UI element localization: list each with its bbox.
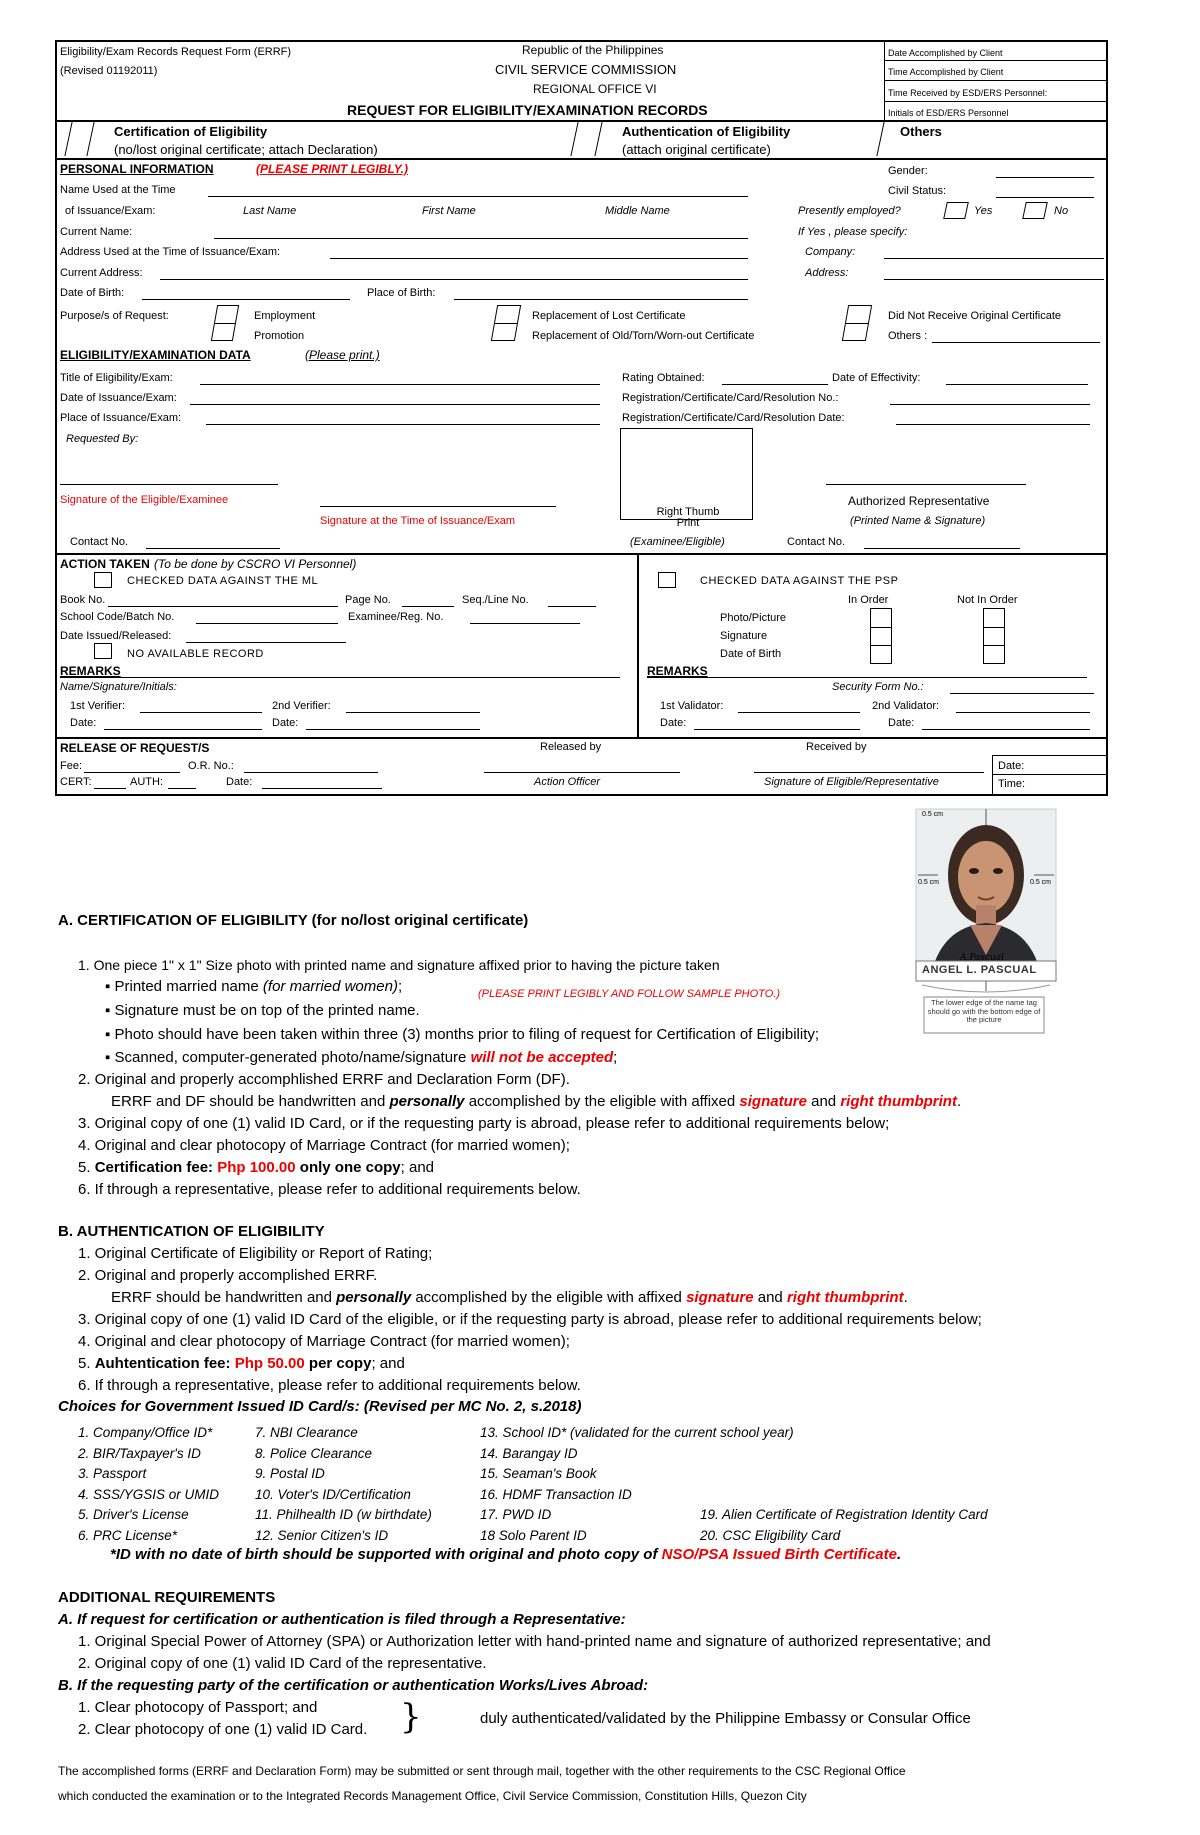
sig-time-line[interactable] xyxy=(320,506,556,507)
contact-field[interactable] xyxy=(146,548,280,549)
checked-ml-label: CHECKED DATA AGAINST THE ML xyxy=(127,575,319,587)
action-officer-label: Action Officer xyxy=(534,776,601,788)
id-item: 6. PRC License* xyxy=(78,1527,178,1543)
republic-label: Republic of the Philippines xyxy=(522,43,664,57)
security-field[interactable] xyxy=(950,693,1094,694)
remarks2-heading: REMARKS xyxy=(647,664,708,678)
id-item: 11. Philhealth ID (w birthdate) xyxy=(255,1507,432,1522)
release-date2-label: Date: xyxy=(998,760,1025,772)
sig-rep-line[interactable] xyxy=(754,772,984,773)
cert-option-note: (no/lost original certificate; attach Declaration) xyxy=(114,142,378,157)
purpose-lost-label: Replacement of Lost Certificate xyxy=(532,310,686,322)
rep-contact-field[interactable] xyxy=(864,548,1020,549)
id-item: 1. Company/Office ID* xyxy=(78,1425,213,1440)
sec-b-item2: 2. Original and properly accomplished ERRF. xyxy=(78,1267,378,1284)
current-name-label: Current Name: xyxy=(60,226,133,238)
date-issued-field[interactable] xyxy=(186,642,346,643)
sample-photo xyxy=(910,805,1060,1035)
sec-a-item6: 6. If through a representative, please refer to additional requirements below. xyxy=(78,1181,581,1198)
released-by-label: Released by xyxy=(540,741,602,753)
id-item: 10. Voter's ID/Certification xyxy=(255,1486,411,1502)
photo-caption: The lower edge of the name tag should go with the bottom edge of the picture xyxy=(927,998,1041,1024)
place-issuance-label: Place of Issuance/Exam: xyxy=(60,412,182,424)
sec-a-item1: 1. One piece 1" x 1" Size photo with printed name and signature affixed prior to having the picture taken xyxy=(78,957,720,973)
name-used-label: Name Used at the Time xyxy=(60,184,176,196)
section-a-title: A. CERTIFICATION OF ELIGIBILITY (for no/lost original certificate) xyxy=(58,912,529,929)
book-field[interactable] xyxy=(108,606,338,607)
section-b-title: B. AUTHENTICATION OF ELIGIBILITY xyxy=(58,1223,325,1240)
action-heading-note: (To be done by CSCRO VI Personnel) xyxy=(154,557,357,571)
no-record-checkbox[interactable] xyxy=(94,643,112,659)
agency-label: CIVIL SERVICE COMMISSION xyxy=(495,62,677,77)
photo-size-left: 0.5 cm xyxy=(918,879,940,886)
purpose-others-label: Others : xyxy=(888,330,928,342)
sec-a-item3: 3. Original copy of one (1) valid ID Card, or if the requesting party is abroad, please refer to additional requirements below; xyxy=(78,1115,890,1132)
sec-b-item6: 6. If through a representative, please refer to additional requirements below. xyxy=(78,1377,581,1394)
elig-title-field[interactable] xyxy=(200,384,600,385)
id-item: 15. Seaman's Book xyxy=(480,1466,597,1481)
ids-title: Choices for Government Issued ID Card/s: (Revised per MC No. 2, s.2018) xyxy=(58,1398,582,1415)
cert-label: CERT: xyxy=(60,776,92,788)
eligibility-heading: ELIGIBILITY/EXAMINATION DATA xyxy=(60,348,251,362)
rating-label: Rating Obtained: xyxy=(622,372,705,384)
rating-field[interactable] xyxy=(722,384,828,385)
psp-photo-label: Photo/Picture xyxy=(720,612,787,624)
personal-heading-note: (PLEASE PRINT LEGIBLY.) xyxy=(256,162,409,176)
ids-col4 xyxy=(700,1505,988,1546)
gender-field[interactable] xyxy=(996,177,1094,178)
or-no-label: O.R. No.: xyxy=(188,760,234,772)
not-in-order-label: Not In Order xyxy=(957,594,1018,606)
time-accomplished-label: Time Accomplished by Client xyxy=(888,67,1004,77)
purpose-others-field[interactable] xyxy=(932,342,1100,343)
seq-field[interactable] xyxy=(548,606,596,607)
effectivity-field[interactable] xyxy=(946,384,1088,385)
eligibility-heading-note: (Please print.) xyxy=(305,348,380,362)
pob-label: Place of Birth: xyxy=(367,287,436,299)
verifier1-field[interactable] xyxy=(140,712,262,713)
footer-line1: The accomplished forms (ERRF and Declaration Form) may be submitted or sent through mail, together with the other requirements to the CSC Regional Office xyxy=(58,1764,906,1778)
additional-title: ADDITIONAL REQUIREMENTS xyxy=(58,1589,276,1606)
date-issuance-label: Date of Issuance/Exam: xyxy=(60,392,177,404)
sec-a-bullet4: ▪ Scanned, computer-generated photo/name/signature will not be accepted; xyxy=(105,1049,618,1066)
employed-no-checkbox[interactable] xyxy=(1022,202,1048,219)
id-item: 9. Postal ID xyxy=(255,1466,325,1481)
others-option-label: Others xyxy=(900,124,942,139)
additional-b-title: B. If the requesting party of the certification or authentication Works/Lives Abroad: xyxy=(58,1677,649,1694)
cert-count-field[interactable] xyxy=(94,788,126,789)
time-received-label: Time Received by ESD/ERS Personnel: xyxy=(888,88,1048,98)
sec-a-item2: 2. Original and properly accomphlished ERRF and Declaration Form (DF). xyxy=(78,1071,570,1088)
id-item: 20. CSC Eligibility Card xyxy=(700,1527,841,1543)
id-item: 2. BIR/Taxpayer's ID xyxy=(78,1445,201,1461)
photo-size-top: 0.5 cm xyxy=(922,811,944,818)
additional-a1: 1. Original Special Power of Attorney (SPA) or Authorization letter with hand-printed name and signature of authorized representative; and xyxy=(78,1633,991,1650)
school-field[interactable] xyxy=(196,623,338,624)
purpose-promotion-label: Promotion xyxy=(254,330,305,342)
current-address-field[interactable] xyxy=(160,279,748,280)
address-exam-label: Address Used at the Time of Issuance/Exam: xyxy=(60,246,281,258)
rep-contact-label: Contact No. xyxy=(787,536,846,548)
reg-date-label: Registration/Certificate/Card/Resolution Date: xyxy=(622,412,845,424)
seq-label: Seq./Line No. xyxy=(462,594,529,606)
sec-a-bullet1: ▪ Printed married name (for married women); xyxy=(105,978,403,995)
ids-note: *ID with no date of birth should be supported with original and photo copy of NSO/PSA Issued Birth Certificate. xyxy=(110,1546,902,1563)
sec-a-item2b: ERRF and DF should be handwritten and personally accomplished by the eligible with affixed signature and right thumbprint. xyxy=(111,1093,962,1110)
address-exam-field[interactable] xyxy=(330,258,748,259)
or-no-field[interactable] xyxy=(244,772,378,773)
purpose-not-received-label: Did Not Receive Original Certificate xyxy=(888,310,1062,322)
book-label: Book No. xyxy=(60,594,106,606)
id-item: 5. Driver's License xyxy=(78,1507,189,1522)
examinee-label: Examinee/Reg. No. xyxy=(348,611,444,623)
id-item: 12. Senior Citizen's ID xyxy=(255,1527,389,1543)
school-label: School Code/Batch No. xyxy=(60,611,175,623)
additional-b-note: duly authenticated/validated by the Philippine Embassy or Consular Office xyxy=(480,1710,971,1727)
initials-label: Initials of ESD/ERS Personnel xyxy=(888,108,1009,118)
civil-status-field[interactable] xyxy=(996,197,1094,198)
sec-b-item1: 1. Original Certificate of Eligibility or Report of Rating; xyxy=(78,1245,433,1262)
photo-signature: A.Pascual xyxy=(960,953,1005,963)
verifier1-date-label: Date: xyxy=(70,717,97,729)
in-order-checkboxes[interactable] xyxy=(870,608,892,664)
validator2-field[interactable] xyxy=(956,712,1090,713)
fee-label: Fee: xyxy=(60,760,83,772)
employed-yes-label: Yes xyxy=(974,205,993,217)
current-name-field[interactable] xyxy=(214,238,748,239)
sig-eligible-line[interactable] xyxy=(60,484,278,485)
release-date-label: Date: xyxy=(226,776,253,788)
auth-count-field[interactable] xyxy=(168,788,196,789)
gender-label: Gender: xyxy=(888,165,928,177)
id-item: 17. PWD ID xyxy=(480,1507,552,1522)
civil-status-label: Civil Status: xyxy=(888,185,947,197)
name-used-field[interactable] xyxy=(208,196,748,197)
name-sig-label: Name/Signature/Initials: xyxy=(60,681,177,693)
sec-b-item2b: ERRF should be handwritten and personally accomplished by the eligible with affixed signature and right thumbprint. xyxy=(111,1289,908,1306)
reg-no-field[interactable] xyxy=(890,404,1090,405)
release-time-label: Time: xyxy=(998,778,1026,790)
additional-a2: 2. Original copy of one (1) valid ID Card of the representative. xyxy=(78,1655,487,1672)
company-label: Company: xyxy=(805,246,856,258)
effectivity-label: Date of Effectivity: xyxy=(832,372,921,384)
form-title: REQUEST FOR ELIGIBILITY/EXAMINATION RECORDS xyxy=(347,102,708,118)
id-item: 13. School ID* (validated for the current school year) xyxy=(480,1425,794,1440)
sec-b-item4: 4. Original and clear photocopy of Marriage Contract (for married women); xyxy=(78,1333,570,1350)
verifier2-date-field[interactable] xyxy=(306,729,480,730)
elig-title-label: Title of Eligibility/Exam: xyxy=(60,372,173,384)
employed-yes-checkbox[interactable] xyxy=(943,202,969,219)
last-name-label: Last Name xyxy=(243,205,297,217)
employer-address-label: Address: xyxy=(805,267,849,279)
dob-label: Date of Birth: xyxy=(60,287,125,299)
id-item: 16. HDMF Transaction ID xyxy=(480,1486,632,1502)
received-by-label: Received by xyxy=(806,741,867,753)
sec-a-bullet2: ▪ Signature must be on top of the printed name. xyxy=(105,1002,420,1019)
requested-by-label: Requested By: xyxy=(66,433,139,445)
validator2-date-field[interactable] xyxy=(922,729,1090,730)
psp-signature-label: Signature xyxy=(720,630,768,642)
id-item: 19. Alien Certificate of Registration Identity Card xyxy=(700,1507,988,1522)
photo-note: (PLEASE PRINT LEGIBLY AND FOLLOW SAMPLE PHOTO.) xyxy=(478,988,780,1000)
employed-no-label: No xyxy=(1054,205,1069,217)
security-label: Security Form No.: xyxy=(832,681,924,693)
office-label: REGIONAL OFFICE VI xyxy=(533,82,657,96)
id-item: 14. Barangay ID xyxy=(480,1445,578,1461)
dob-field[interactable] xyxy=(142,299,350,300)
employer-address-field[interactable] xyxy=(884,279,1104,280)
reg-date-field[interactable] xyxy=(896,424,1090,425)
employed-label: Presently employed? xyxy=(798,205,901,217)
auth-label: AUTH: xyxy=(130,776,163,788)
date-issuance-field[interactable] xyxy=(190,404,600,405)
thumbprint-note: (Examinee/Eligible) xyxy=(630,536,725,548)
page-field[interactable] xyxy=(402,606,454,607)
id-item: 8. Police Clearance xyxy=(255,1445,373,1461)
sig-eligible-label: Signature of the Eligible/Examinee xyxy=(60,494,229,506)
verifier1-label: 1st Verifier: xyxy=(70,700,126,712)
form-id: Eligibility/Exam Records Request Form (ERRF) xyxy=(60,46,292,58)
id-item: 4. SSS/YGSIS or UMID xyxy=(78,1486,220,1502)
thumbprint-label: Right Thumb Print xyxy=(656,506,720,529)
additional-b1: 1. Clear photocopy of Passport; and xyxy=(78,1699,318,1716)
release-heading: RELEASE OF REQUEST/S xyxy=(60,741,210,755)
additional-b2: 2. Clear photocopy of one (1) valid ID Card. xyxy=(78,1721,368,1738)
brace-icon: } xyxy=(400,1697,422,1737)
not-in-order-checkboxes[interactable] xyxy=(983,608,1005,664)
footer-line2: which conducted the examination or to the Integrated Records Management Office, Civil Service Commission, Constitution Hills, Quezon City xyxy=(58,1789,807,1803)
first-name-label: First Name xyxy=(422,205,476,217)
date-issued-label: Date Issued/Released: xyxy=(60,630,172,642)
middle-name-label: Middle Name xyxy=(605,205,670,217)
photo-size-right: 0.5 cm xyxy=(1030,879,1052,886)
psp-birth-label: Date of Birth xyxy=(720,648,782,660)
name-used-label-2: of Issuance/Exam: xyxy=(65,205,156,217)
purpose-employment-label: Employment xyxy=(254,310,316,322)
current-address-label: Current Address: xyxy=(60,267,143,279)
checked-psp-checkbox[interactable] xyxy=(658,572,676,588)
fee-field[interactable] xyxy=(84,772,180,773)
examinee-field[interactable] xyxy=(470,623,580,624)
sec-a-item4: 4. Original and clear photocopy of Marriage Contract (for married women); xyxy=(78,1137,570,1154)
checked-ml-checkbox[interactable] xyxy=(94,572,112,588)
verifier2-field[interactable] xyxy=(346,712,480,713)
id-item: 3. Passport xyxy=(78,1466,147,1481)
contact-label: Contact No. xyxy=(70,536,129,548)
sig-rep-label: Signature of Eligible/Representative xyxy=(764,776,939,788)
ids-col1 xyxy=(78,1423,219,1546)
in-order-label: In Order xyxy=(848,594,889,606)
sec-b-item5: 5. Auhtentication fee: Php 50.00 per copy; and xyxy=(78,1355,405,1372)
cert-option-label: Certification of Eligibility xyxy=(114,124,268,139)
company-field[interactable] xyxy=(884,258,1104,259)
validator2-label: 2nd Validator: xyxy=(872,700,940,712)
place-issuance-field[interactable] xyxy=(206,424,600,425)
remarks-heading: REMARKS xyxy=(60,664,121,678)
date-accomplished-label: Date Accomplished by Client xyxy=(888,48,1003,58)
verifier2-label: 2nd Verifier: xyxy=(272,700,331,712)
no-record-label: NO AVAILABLE RECORD xyxy=(127,648,264,660)
release-date-field[interactable] xyxy=(262,788,382,789)
purpose-old-label: Replacement of Old/Torn/Worn-out Certificate xyxy=(532,330,755,342)
verifier1-date-field[interactable] xyxy=(104,729,262,730)
page-label: Page No. xyxy=(345,594,391,606)
form-revised: (Revised 01192011) xyxy=(60,65,158,77)
validator2-date-label: Date: xyxy=(888,717,915,729)
id-item: 7. NBI Clearance xyxy=(255,1425,358,1440)
action-officer-line[interactable] xyxy=(484,772,680,773)
sec-b-item3: 3. Original copy of one (1) valid ID Card of the eligible, or if the requesting party is abroad, please refer to additional requirements below; xyxy=(78,1311,982,1328)
sec-a-item5: 5. Certification fee: Php 100.00 only one copy; and xyxy=(78,1159,435,1176)
action-heading: ACTION TAKEN xyxy=(60,557,150,571)
pob-field[interactable] xyxy=(454,299,748,300)
purpose-label: Purpose/s of Request: xyxy=(60,310,169,322)
auth-rep-label: Authorized Representative xyxy=(848,494,990,508)
auth-option-label: Authentication of Eligibility xyxy=(622,124,791,139)
validator1-label: 1st Validator: xyxy=(660,700,724,712)
sig-time-label: Signature at the Time of Issuance/Exam xyxy=(320,515,516,527)
validator1-date-label: Date: xyxy=(660,717,687,729)
checked-psp-label: CHECKED DATA AGAINST THE PSP xyxy=(700,575,899,587)
ids-col2 xyxy=(255,1423,432,1546)
reg-no-label: Registration/Certificate/Card/Resolution No.: xyxy=(622,392,839,404)
personal-heading: PERSONAL INFORMATION xyxy=(60,162,214,176)
sec-a-bullet3: ▪ Photo should have been taken within three (3) months prior to filing of request for Certification of Eligibility; xyxy=(105,1026,820,1043)
auth-rep-line[interactable] xyxy=(826,484,1026,485)
verifier2-date-label: Date: xyxy=(272,717,299,729)
id-item: 18 Solo Parent ID xyxy=(480,1527,587,1543)
auth-rep-note: (Printed Name & Signature) xyxy=(850,515,986,527)
additional-a-title: A. If request for certification or authentication is filed through a Representative: xyxy=(58,1611,626,1628)
validator1-field[interactable] xyxy=(738,712,860,713)
auth-option-note: (attach original certificate) xyxy=(622,142,771,157)
if-yes-label: If Yes , please specify: xyxy=(798,226,908,238)
photo-nametag: ANGEL L. PASCUAL xyxy=(922,964,1037,976)
validator1-date-field[interactable] xyxy=(694,729,860,730)
